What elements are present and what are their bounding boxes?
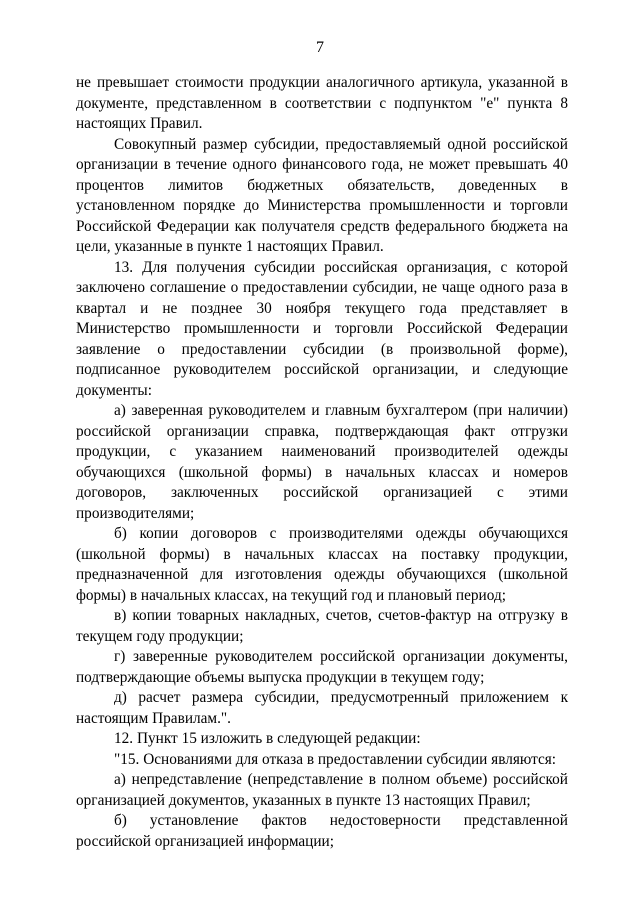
- paragraph-subitem-d: д) расчет размера субсидии, предусмотренный приложением к настоящим Правилам.".: [76, 689, 568, 727]
- paragraph-subitem-a: а) заверенная руководителем и главным бухгалтером (при наличии) российской организации справка, подтверждающая факт отгрузки продукции, с указанием наименований производителей одежды обучающихся (школьной формы) в начальных классах и номеров договоров, заключенных российской организацией с этими производителями;: [76, 402, 568, 522]
- paragraph-subitem-g: г) заверенные руководителем российской организации документы, подтверждающие объемы выпуска продукции в текущем году;: [76, 648, 568, 686]
- paragraph-point-13: 13. Для получения субсидии российская организация, с которой заключено соглашение о предоставлении субсидии, не чаще одного раза в квартал и не позднее 30 ноября текущего года представляет в Министерство промышленности и торговли Российской Федерации заявление о предоставлении субсидии (в произвольной форме), подписанное руководителем российской организации, и следующие документы:: [76, 258, 568, 399]
- paragraph-continuation: не превышает стоимости продукции аналогичного артикула, указанной в документе, представленном в соответствии с подпунктом "е" пункта 8 настоящих Правил.: [76, 74, 568, 132]
- document-body: [76, 73, 568, 852]
- paragraph-refusal-a: а) непредставление (непредставление в полном объеме) российской организацией документов, указанных в пункте 13 настоящих Правил;: [76, 771, 568, 809]
- paragraph-subitem-v: в) копии товарных накладных, счетов, счетов-фактур на отгрузку в текущем году продукции;: [76, 607, 568, 645]
- paragraph-subsidy-limit: Совокупный размер субсидии, предоставляемый одной российской организации в течение одного финансового года, не может превышать 40 процентов лимитов бюджетных обязательств, доведенных в установленном порядке до Министерства промышленности и торговли Российской Федерации как получателя средств федерального бюджета на цели, указанные в пункте 1 настоящих Правил.: [76, 135, 568, 255]
- paragraph-subitem-b: б) копии договоров с производителями одежды обучающихся (школьной формы) в начальных классах на поставку продукции, предназначенной для изготовления одежды обучающихся (школьной формы) в начальных классах, на текущий год и плановый период;: [76, 525, 568, 604]
- paragraph-point-12-amendment: 12. Пункт 15 изложить в следующей редакции:: [114, 730, 421, 747]
- paragraph-refusal-b: б) установление фактов недостоверности представленной российской организацией информации;: [76, 812, 568, 850]
- page-number: 7: [316, 39, 324, 56]
- paragraph-point-15: "15. Основаниями для отказа в предоставлении субсидии являются:: [114, 750, 557, 768]
